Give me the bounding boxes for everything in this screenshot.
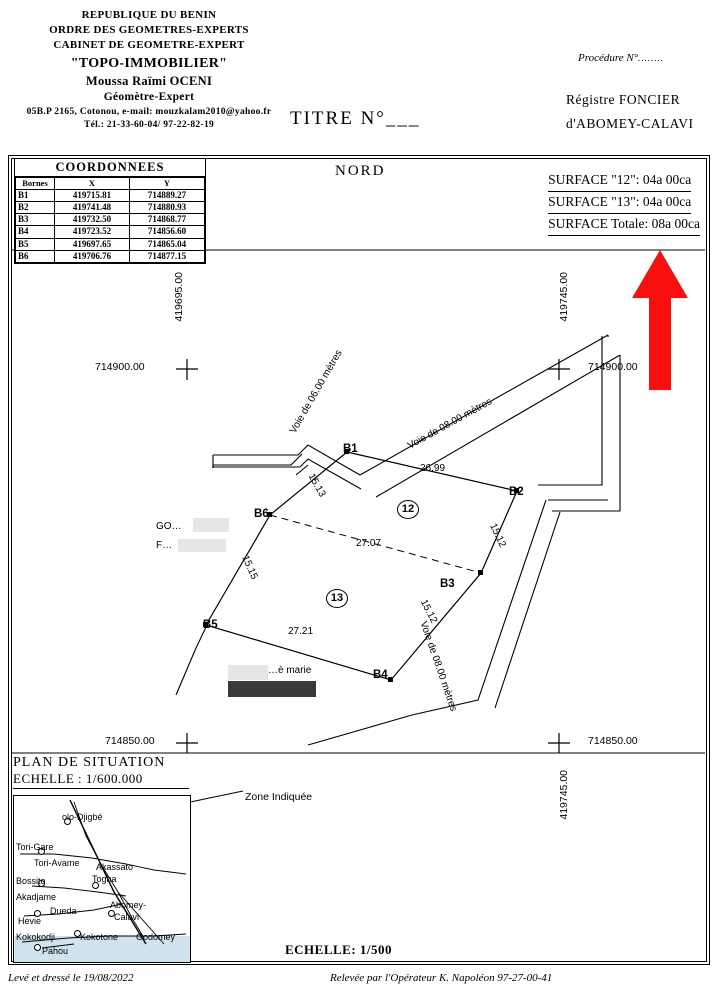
header-firm-name: "TOPO-IMMOBILIER" — [70, 55, 228, 71]
footer-drawn-date: Levé et dressé le 19/08/2022 — [8, 972, 134, 984]
minimap-place-6: Akadjame — [16, 892, 57, 902]
minimap-place-13: Godomey — [136, 932, 176, 942]
minimap-place-14: Pahou — [42, 946, 69, 956]
redaction-block-2 — [178, 539, 226, 552]
redaction-block-1 — [193, 518, 229, 532]
header-phone: Tél.: 21-33-60-04/ 97-22-82-19 — [83, 119, 215, 130]
neighbour-label-1-line1: GO… — [156, 521, 182, 532]
coordinates-title: COORDONNEES — [15, 159, 205, 177]
grid-label-left-x: 419695.00 — [173, 272, 185, 322]
cell-x: 419723.52 — [55, 226, 130, 238]
cell-y: 714889.27 — [130, 189, 205, 201]
point-b4: B4 — [373, 669, 388, 681]
road-label-06m: Voie de 06.00 mètres — [288, 348, 345, 436]
surface-12: SURFACE "12": 04a 00ca — [548, 170, 691, 192]
col-bornes: Bornes — [16, 178, 55, 190]
minimap-dot — [34, 944, 41, 951]
minimap-place-9: Calavi — [114, 912, 140, 922]
road-label-08m-right: Voie de 08.00 mètres — [417, 620, 459, 713]
header-cabinet-block — [14, 8, 284, 131]
header-country: REPUBLIQUE DU BENIN — [81, 9, 217, 21]
situation-plan-header — [13, 755, 189, 789]
cell-y: 714880.93 — [130, 201, 205, 213]
dim-b5-b6: 15.15 — [239, 553, 260, 582]
cell-x: 419697.65 — [55, 238, 130, 250]
procedure-number: Procédure N°........ — [578, 52, 665, 64]
redaction-block-3 — [228, 665, 268, 680]
cell-x: 419706.76 — [55, 250, 130, 262]
minimap-place-11: Kokokodji — [16, 932, 56, 942]
col-x: X — [55, 178, 130, 190]
minimap-place-2: Tori-Avame — [34, 858, 80, 868]
registre-foncier: Régistre FONCIER — [566, 92, 681, 107]
situation-minimap — [13, 795, 191, 963]
dim-b3-b4: 15.12 — [417, 597, 440, 626]
point-b1: B1 — [343, 443, 358, 455]
redaction-block-4 — [228, 681, 316, 697]
cell-y: 714865.04 — [130, 238, 205, 250]
dim-b6-b3: 27.07 — [356, 538, 382, 549]
dim-b5-b4: 27.21 — [288, 626, 314, 637]
cell-borne: B3 — [16, 214, 55, 226]
dim-b1-b2: 26.99 — [420, 463, 446, 474]
minimap-place-5: Togba — [92, 874, 117, 884]
parcel-number-13: 13 — [326, 589, 348, 608]
cell-borne: B5 — [16, 238, 55, 250]
parcel-number-12: 12 — [397, 500, 419, 519]
minimap-place-0: olo-Djigbé — [62, 812, 103, 822]
cell-borne: B2 — [16, 201, 55, 213]
neighbour-label-2: …è marie — [268, 665, 312, 676]
footer-operator: Relevée par l'Opérateur K. Napoléon 97-27-00-41 — [330, 972, 553, 984]
cell-y: 714856.60 — [130, 226, 205, 238]
header-person-name: Moussa Raïmi OCENI — [85, 74, 213, 89]
cell-x: 419715.81 — [55, 189, 130, 201]
header-address: 05B.P 2165, Cotonou, e-mail: mouzkalam2010@yahoo.fr — [26, 106, 272, 117]
col-y: Y — [130, 178, 205, 190]
header-role: Géomètre-Expert — [103, 91, 195, 104]
neighbour-label-1-line2: F… — [156, 540, 173, 551]
cell-borne: B6 — [16, 250, 55, 262]
minimap-place-12: Kokotone — [80, 932, 119, 942]
point-b5: B5 — [203, 619, 218, 631]
point-b3: B3 — [440, 578, 455, 590]
minimap-place-8: Abomey- — [110, 900, 147, 910]
situation-scale: ECHELLE : 1/600.000 — [13, 771, 189, 789]
grid-label-right-bottom: 714850.00 — [588, 735, 638, 747]
minimap-place-4: Bossito — [16, 876, 46, 886]
cell-borne: B4 — [16, 226, 55, 238]
header-cabinet: CABINET DE GEOMETRE-EXPERT — [53, 38, 245, 51]
dim-b6-b1: 15.13 — [305, 471, 328, 500]
cell-y: 714868.77 — [130, 214, 205, 226]
cell-x: 419741.48 — [55, 201, 130, 213]
north-label: NORD — [335, 163, 386, 179]
minimap-place-7: Dueda — [50, 906, 77, 916]
grid-label-right-x-bottom: 419745.00 — [558, 770, 570, 820]
cell-x: 419732.50 — [55, 214, 130, 226]
grid-label-left-bottom: 714850.00 — [105, 735, 155, 747]
minimap-place-3: Akassato — [96, 862, 134, 872]
procedure-dots: ........ — [638, 53, 665, 63]
cell-borne: B1 — [16, 189, 55, 201]
grid-label-left-top: 714900.00 — [95, 361, 145, 373]
point-b6: B6 — [254, 508, 269, 520]
minimap-place-10: Hevie — [18, 916, 42, 926]
page-title: TITRE N°___ — [290, 108, 421, 129]
cell-y: 714877.15 — [130, 250, 205, 262]
dim-b2-b3: 15.12 — [487, 521, 508, 550]
road-label-08m-upper: Voie de 08.00 mètres — [406, 396, 494, 452]
zone-indiquee-label: Zone Indiquée — [245, 791, 313, 803]
minimap-place-1: Tori-Gare — [16, 842, 54, 852]
plan-scale-label: ECHELLE: 1/500 — [285, 942, 393, 957]
point-b2: B2 — [509, 486, 524, 498]
surface-total: SURFACE Totale: 08a 00ca — [548, 214, 700, 236]
registre-commune: d'ABOMEY-CALAVI — [566, 116, 694, 131]
grid-label-right-x-top: 419745.00 — [558, 272, 570, 322]
header-order: ORDRE DES GEOMETRES-EXPERTS — [49, 23, 249, 36]
grid-label-right-top: 714900.00 — [588, 361, 638, 373]
surface-13: SURFACE "13": 04a 00ca — [548, 192, 691, 214]
situation-title: PLAN DE SITUATION — [13, 755, 166, 770]
